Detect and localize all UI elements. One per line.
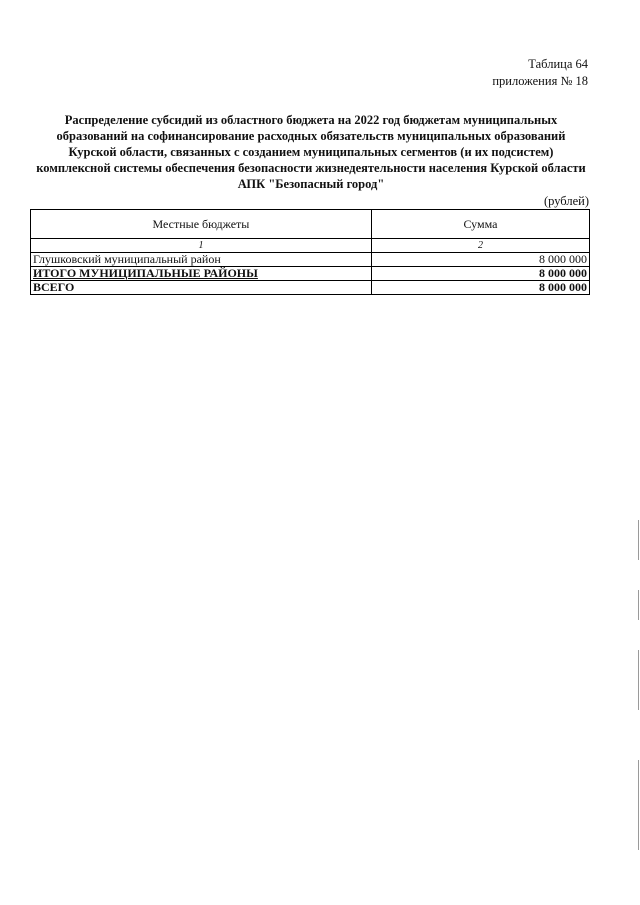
scan-edge-mark [638,650,639,710]
table-header-row [31,210,590,239]
title-line: комплексной системы обеспечения безопасности жизнедеятельности населения Курской области [36,161,586,175]
row-amount: 8 000 000 [371,253,589,267]
table-row-total [31,281,590,295]
title-line: образований на софинансирование расходных обязательств муниципальных образований [56,129,566,143]
title-line: Распределение субсидий из областного бюджета на 2022 год бюджетам муниципальных [64,113,558,127]
scan-edge-mark [638,760,639,850]
scan-edge-mark [638,520,639,560]
column-number: 2 [371,239,589,253]
units-label: (рублей) [543,194,589,208]
table-number-label: Таблица 64 [528,57,588,71]
row-amount: 8 000 000 [371,281,589,295]
row-amount: 8 000 000 [371,267,589,281]
row-name: Глушковский муниципальный район [31,253,372,267]
table-row-subtotal [31,267,590,281]
header-amount: Сумма [371,210,589,239]
row-name: ВСЕГО [31,281,372,295]
table-row [31,253,590,267]
appendix-number-label: приложения № 18 [492,74,588,88]
subsidy-distribution-table [30,209,590,295]
title-line: АПК "Безопасный город" [237,177,385,191]
column-number-row [31,239,590,253]
table-reference [492,56,588,90]
title-line: Курской области, связанных с созданием муниципальных сегментов (и их подсистем) [68,145,554,159]
document-title [30,112,592,192]
scan-edge-mark [638,590,639,620]
row-name-text: ИТОГО МУНИЦИПАЛЬНЫЕ РАЙОНЫ [33,266,258,280]
header-local-budgets: Местные бюджеты [31,210,372,239]
column-number: 1 [31,239,372,253]
row-name [31,267,372,281]
